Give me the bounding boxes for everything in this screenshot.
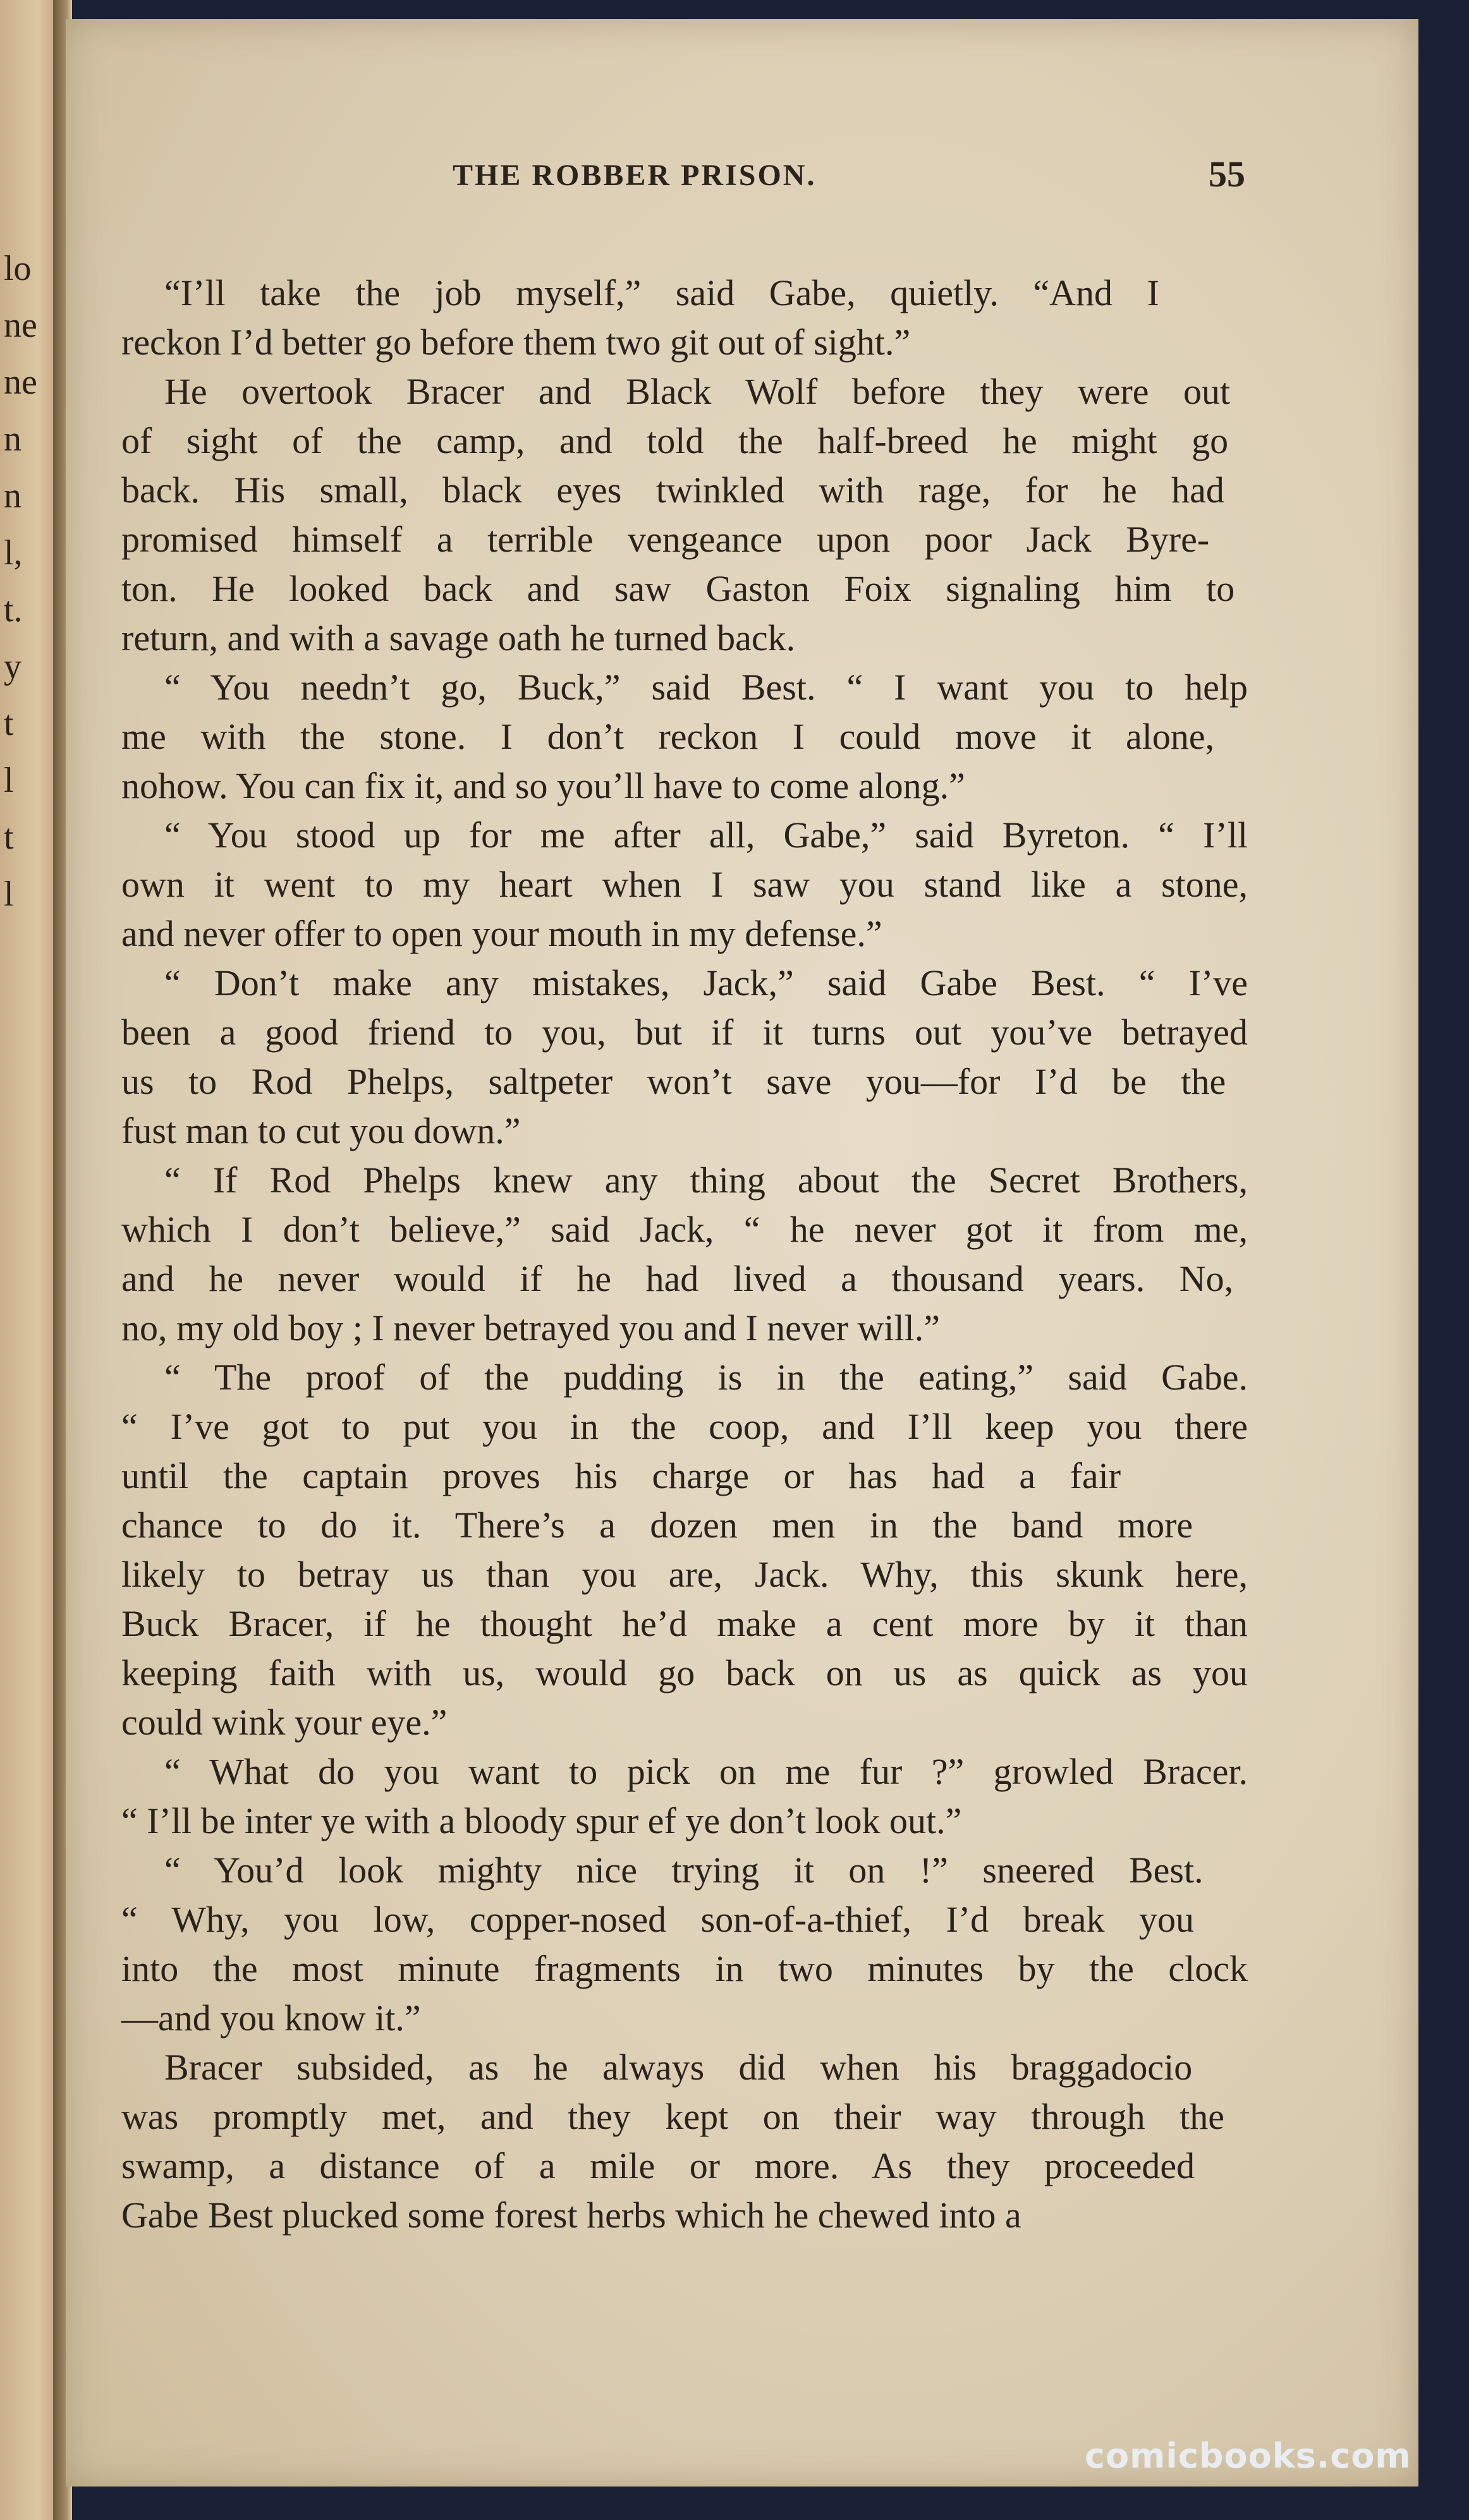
- text-line: —and you know it.”: [121, 1997, 421, 2038]
- facing-page-fragments: [4, 240, 54, 923]
- text-line: Bracer subsided, as he always did when his braggadocio: [164, 2047, 1193, 2088]
- facing-page-fragment: ne: [4, 363, 37, 402]
- text-line: into the most minute fragments in two minutes by the clock: [121, 1948, 1248, 1989]
- text-line: “ The proof of the pudding is in the eating,” said Gabe.: [164, 1357, 1248, 1398]
- book-page: [66, 19, 1418, 2487]
- text-line: which I don’t believe,” said Jack, “ he never got it from me,: [121, 1209, 1248, 1250]
- text-line: us to Rod Phelps, saltpeter won’t save you—for I’d be the: [121, 1061, 1226, 1102]
- text-line: reckon I’d better go before them two git out of sight.”: [121, 322, 911, 363]
- text-line: “ I’ve got to put you in the coop, and I’ll keep you there: [121, 1406, 1248, 1447]
- text-line: could wink your eye.”: [121, 1702, 448, 1743]
- text-line: been a good friend to you, but if it turns out you’ve betrayed: [121, 1012, 1248, 1053]
- text-line: no, my old boy ; I never betrayed you and I never will.”: [121, 1307, 940, 1348]
- facing-page-fragment: n: [4, 420, 21, 459]
- text-line: nohow. You can fix it, and so you’ll have to come along.”: [121, 765, 965, 806]
- text-line: ton. He looked back and saw Gaston Foix signaling him to: [121, 568, 1235, 609]
- text-line: “I’ll take the job myself,” said Gabe, quietly. “And I: [164, 272, 1159, 313]
- text-line: “ You needn’t go, Buck,” said Best. “ I want you to help: [164, 667, 1248, 708]
- facing-page-fragment: t: [4, 818, 14, 857]
- text-line: swamp, a distance of a mile or more. As they proceeded: [121, 2145, 1195, 2186]
- text-line: “ You stood up for me after all, Gabe,” said Byreton. “ I’ll: [164, 815, 1248, 856]
- facing-page-fragment: l,: [4, 533, 23, 572]
- text-line: He overtook Bracer and Black Wolf before they were out: [164, 371, 1231, 412]
- facing-page-fragment: y: [4, 647, 21, 686]
- facing-page-fragment: ne: [4, 306, 37, 345]
- text-line: Gabe Best plucked some forest herbs which he chewed into a: [121, 2195, 1021, 2236]
- watermark: comicbooks.com: [1085, 2436, 1411, 2476]
- text-line: “ Why, you low, copper-nosed son-of-a-thief, I’d break you: [121, 1899, 1194, 1940]
- text-line: chance to do it. There’s a dozen men in the band more: [121, 1505, 1193, 1546]
- text-line: me with the stone. I don’t reckon I could move it alone,: [121, 716, 1215, 757]
- text-line: promised himself a terrible vengeance upon poor Jack Byre-: [121, 519, 1210, 560]
- text-line: and he never would if he had lived a thousand years. No,: [121, 1258, 1234, 1299]
- page-number: 55: [1209, 154, 1245, 195]
- text-line: “ I’ll be inter ye with a bloody spur ef ye don’t look out.”: [121, 1800, 962, 1841]
- running-head: THE ROBBER PRISON.: [453, 159, 817, 192]
- text-line: keeping faith with us, would go back on us as quick as you: [121, 1652, 1248, 1693]
- text-line: “ Don’t make any mistakes, Jack,” said Gabe Best. “ I’ve: [164, 962, 1248, 1003]
- facing-page-fragment: t.: [4, 590, 23, 629]
- facing-page-fragment: l: [4, 875, 14, 914]
- page-header: [66, 154, 1418, 215]
- facing-page-fragment: n: [4, 476, 21, 516]
- facing-page-fragment: l: [4, 761, 14, 800]
- text-line: “ You’d look mighty nice trying it on !” sneered Best.: [164, 1850, 1204, 1891]
- text-line: return, and with a savage oath he turned back.: [121, 617, 796, 658]
- text-line: was promptly met, and they kept on their way through the: [121, 2096, 1224, 2137]
- text-line: back. His small, black eyes twinkled with rage, for he had: [121, 469, 1224, 511]
- page-body-text: [66, 269, 1260, 2240]
- facing-page-fragment: t: [4, 704, 14, 743]
- text-line: and never offer to open your mouth in my defense.”: [121, 913, 882, 954]
- text-line: own it went to my heart when I saw you stand like a stone,: [121, 864, 1248, 905]
- facing-page-fragment: lo: [4, 249, 32, 288]
- text-line: likely to betray us than you are, Jack. Why, this skunk here,: [121, 1554, 1248, 1595]
- text-line: fust man to cut you down.”: [121, 1110, 521, 1151]
- text-line: “ If Rod Phelps knew any thing about the Secret Brothers,: [164, 1160, 1248, 1201]
- text-line: Buck Bracer, if he thought he’d make a cent more by it than: [121, 1603, 1248, 1644]
- text-line: “ What do you want to pick on me fur ?” growled Bracer.: [164, 1751, 1248, 1792]
- text-line: of sight of the camp, and told the half-breed he might go: [121, 420, 1229, 461]
- text-line: until the captain proves his charge or has had a fair: [121, 1455, 1121, 1496]
